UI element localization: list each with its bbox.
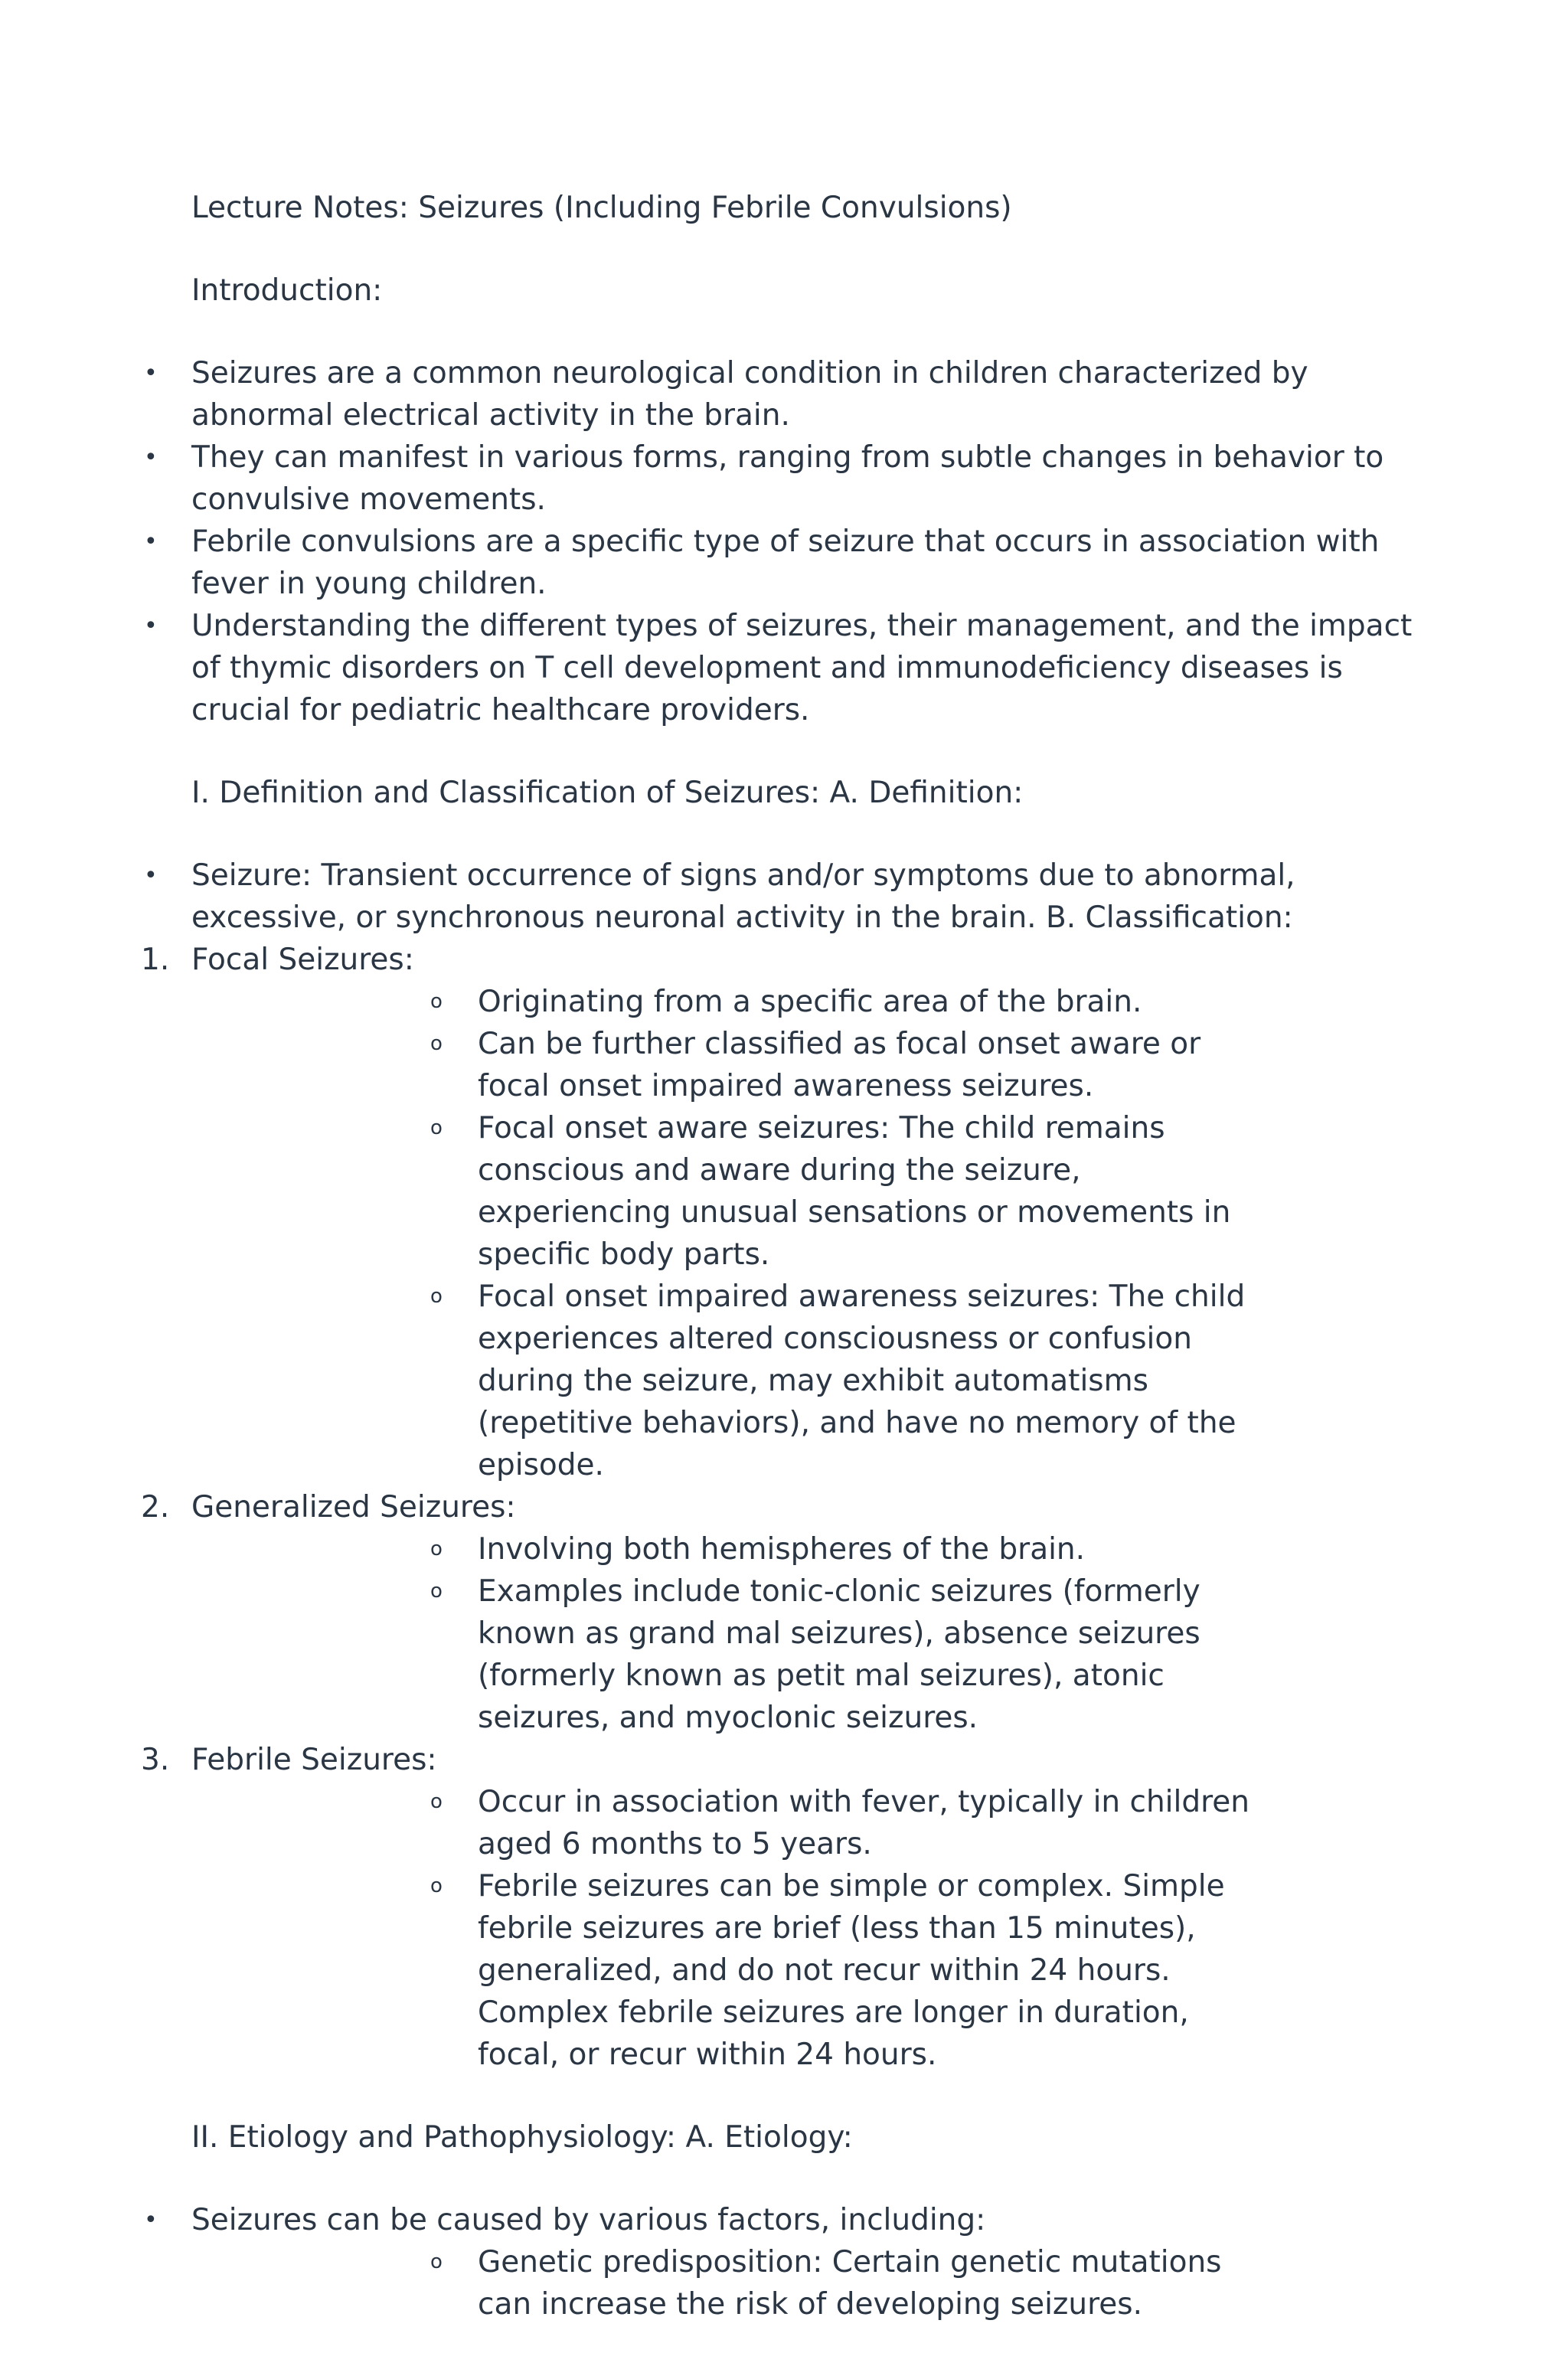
list-item xyxy=(0,352,1568,436)
sub-list-item-text: Involving both hemispheres of the brain. xyxy=(478,1532,1086,1567)
sub-bullet-marker: o xyxy=(430,1790,443,1813)
number-marker: 3. xyxy=(141,1743,170,1777)
sub-list xyxy=(191,981,1415,1486)
sub-bullet-marker: o xyxy=(430,1116,443,1139)
sub-list-item xyxy=(191,1781,1415,1865)
bullet-marker: • xyxy=(144,2207,158,2234)
sub-list-item-text: Originating from a specific area of the brain. xyxy=(478,985,1142,1019)
sub-list-item-text: Genetic predisposition: Certain genetic mutations can increase the risk of developing seizures. xyxy=(478,2245,1222,2322)
sub-bullet-marker: o xyxy=(430,1580,443,1603)
number-marker: 1. xyxy=(141,943,170,977)
document-title: Lecture Notes: Seizures (Including Febrile Convulsions) xyxy=(191,191,1012,225)
sub-list-item-text: Can be further classified as focal onset aware or focal onset impaired awareness seizures. xyxy=(478,1027,1201,1103)
sub-bullet-marker: o xyxy=(430,1874,443,1897)
list-item xyxy=(0,2199,1568,2325)
list-item-text: Seizures are a common neurological condition in children characterized by abnormal electrical activity in the brain. xyxy=(191,356,1308,433)
sub-list xyxy=(191,1781,1415,2076)
list-item xyxy=(0,855,1568,939)
sub-bullet-marker: o xyxy=(430,1285,443,1308)
document-content xyxy=(0,187,1568,2366)
numbered-item-label: Febrile Seizures: xyxy=(191,1743,437,1777)
sub-list-item xyxy=(191,1023,1415,1107)
sub-bullet-marker: o xyxy=(430,2250,443,2273)
numbered-item-label: Generalized Seizures: xyxy=(191,1490,516,1525)
sub-list-item xyxy=(191,981,1415,1023)
section2-bullet-list xyxy=(0,2199,1568,2325)
sub-list-item xyxy=(191,2241,1415,2325)
sub-list-item-text: Examples include tonic-clonic seizures (formerly known as grand mal seizures), absence seizures (formerly known as petit mal seizures), atonic seizures, and myoclonic seizures. xyxy=(478,1574,1200,1735)
section1-bullet-list xyxy=(0,855,1568,939)
sub-list xyxy=(191,2241,1415,2325)
bullet-marker: • xyxy=(144,360,158,387)
numbered-item-label: Focal Seizures: xyxy=(191,943,414,977)
sub-list-item xyxy=(191,1276,1415,1486)
sub-bullet-marker: o xyxy=(430,990,443,1013)
numbered-item-focal xyxy=(0,939,1568,1486)
intro-bullet-list xyxy=(0,352,1568,731)
list-item xyxy=(0,436,1568,521)
numbered-item-generalized xyxy=(0,1486,1568,1739)
sub-list-item xyxy=(191,1528,1415,1570)
list-item-text: Seizures can be caused by various factors, including: xyxy=(191,2203,986,2237)
sub-list-item-text: Focal onset aware seizures: The child remains conscious and aware during the seizure, experiencing unusual sensations or movements in specific body parts. xyxy=(478,1111,1231,1272)
bullet-marker: • xyxy=(144,444,158,471)
number-marker: 2. xyxy=(141,1490,170,1525)
sub-bullet-marker: o xyxy=(430,1032,443,1055)
classification-numbered-list xyxy=(0,939,1568,2076)
sub-bullet-marker: o xyxy=(430,1538,443,1560)
sub-list-item-text: Febrile seizures can be simple or complex. Simple febrile seizures are brief (less than 15 minutes), generalized, and do not recur within 24 hours. Complex febrile seizures are longer in duration, focal, or recur within 24 hours. xyxy=(478,1869,1225,2072)
sub-list-item-text: Occur in association with fever, typically in children aged 6 months to 5 years. xyxy=(478,1785,1250,1861)
list-item-text: They can manifest in various forms, ranging from subtle changes in behavior to convulsive movements. xyxy=(191,440,1384,517)
classification-block xyxy=(0,855,1568,2076)
list-item xyxy=(0,521,1568,605)
list-item-text: Seizure: Transient occurrence of signs and/or symptoms due to abnormal, excessive, or synchronous neuronal activity in the brain. B. Classification: xyxy=(191,858,1295,935)
sub-list-item xyxy=(191,1570,1415,1739)
list-item-text: Understanding the different types of seizures, their management, and the impact of thymic disorders on T cell development and immunodeficiency diseases is crucial for pediatric healthcare providers. xyxy=(191,609,1413,727)
sub-list xyxy=(191,1528,1415,1739)
section2-heading: II. Etiology and Pathophysiology: A. Etiology: xyxy=(191,2120,853,2155)
sub-list-item xyxy=(191,1107,1415,1276)
list-item xyxy=(0,605,1568,731)
sub-list-item xyxy=(191,1865,1415,2076)
bullet-marker: • xyxy=(144,862,158,889)
numbered-item-febrile xyxy=(0,1739,1568,2076)
intro-heading: Introduction: xyxy=(191,273,383,308)
bullet-marker: • xyxy=(144,528,158,555)
section1-heading: I. Definition and Classification of Seizures: A. Definition: xyxy=(191,776,1024,810)
bullet-marker: • xyxy=(144,613,158,639)
sub-list-item-text: Focal onset impaired awareness seizures: The child experiences altered consciousness or confusion during the seizure, may exhibit automatisms (repetitive behaviors), and have no memory of the episode. xyxy=(478,1279,1246,1482)
list-item-text: Febrile convulsions are a specific type of seizure that occurs in association with fever in young children. xyxy=(191,525,1380,601)
